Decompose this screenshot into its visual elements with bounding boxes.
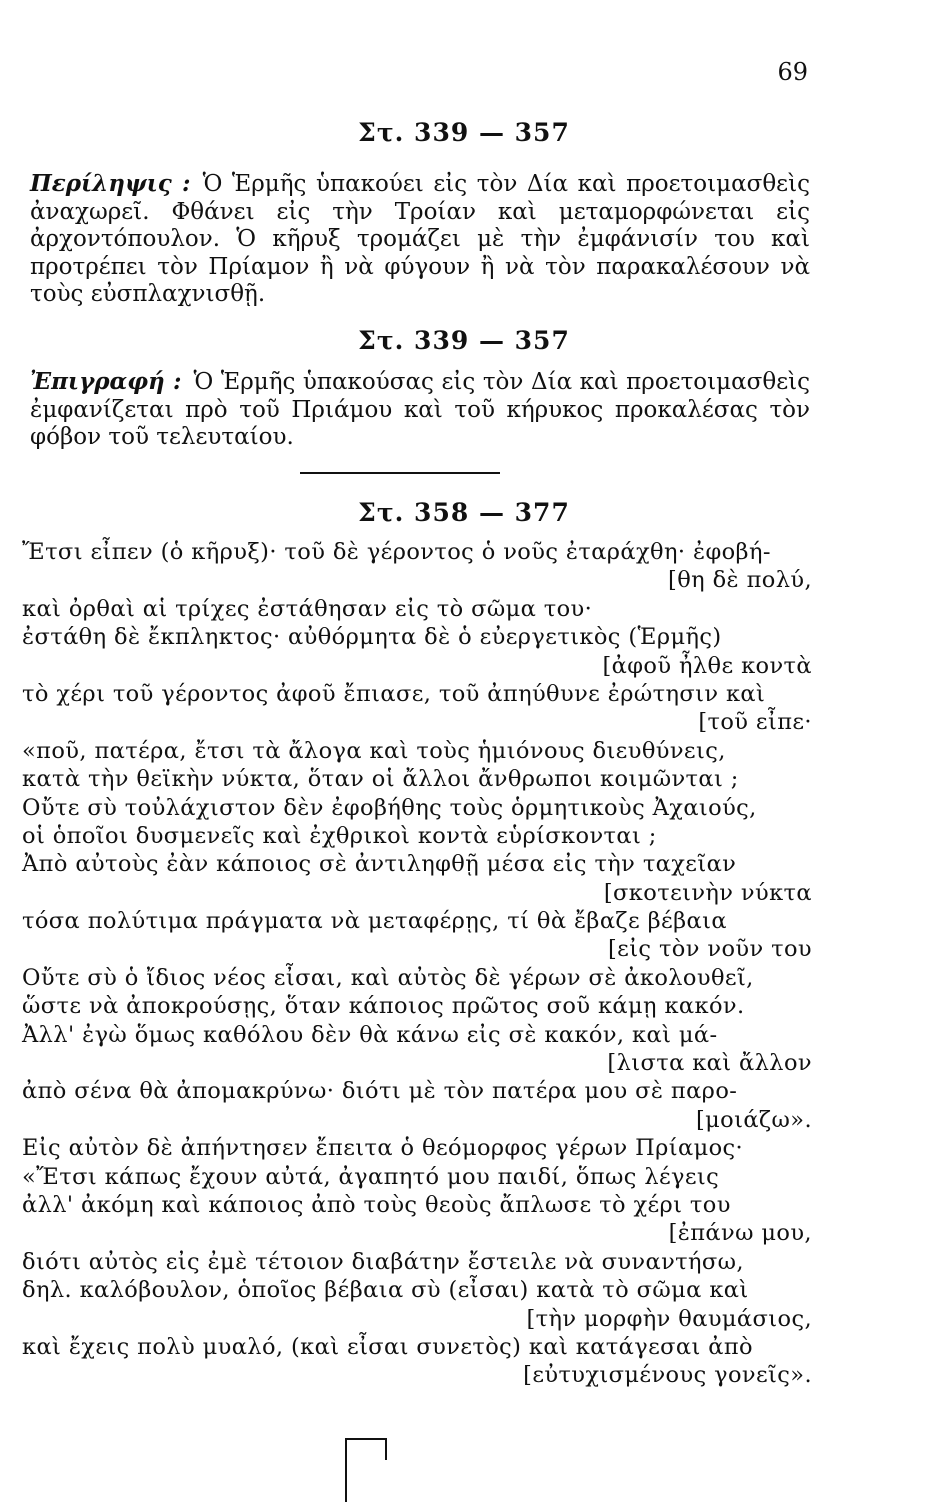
inscription-text: Ὁ Ἑρμῆς ὑπακούσας εἰς τὸν Δία καὶ προετοιμασθεὶς ἐμφανίζεται πρὸ τοῦ Πριάμου καὶ τοῦ κήρυκος προκαλέσας τὸν φόβον τοῦ τελευταίου. bbox=[30, 369, 811, 450]
verse-line-continuation: [τὴν μορφὴν θαυμάσιος, bbox=[526, 1305, 812, 1332]
summary-label: Περίληψις : bbox=[30, 170, 191, 197]
verse-line-continuation: [εὐτυχισμένους γονεῖς». bbox=[523, 1362, 812, 1389]
verse-line: δηλ. καλόβουλον, ὁποῖος βέβαια σὺ (εἶσαι) κατὰ τὸ σῶμα καὶ bbox=[22, 1277, 749, 1304]
verse-line-continuation: [σκοτεινὴν νύκτα bbox=[603, 879, 812, 906]
verse-line-continuation: [ἐπάνω μου, bbox=[668, 1220, 812, 1247]
verse-line-continuation: [μοιάζω». bbox=[695, 1106, 812, 1133]
verse-line: Οὔτε σὺ τοὐλάχιστον δὲν ἐφοβήθης τοὺς ὁρμητικοὺς Ἀχαιούς, bbox=[22, 794, 757, 821]
verse-line: «Ἔτσι κάπως ἔχουν αὐτά, ἀγαπητό μου παιδί, ὅπως λέγεις bbox=[22, 1163, 720, 1190]
verse-line: διότι αὐτὸς εἰς ἐμὲ τέτοιον διαβάτην ἔστειλε νὰ συναντήσω, bbox=[22, 1248, 744, 1275]
verse-line: ἀλλ' ἀκόμη καὶ κάποιος ἀπὸ τοὺς θεοὺς ἄπλωσε τὸ χέρι του bbox=[22, 1191, 731, 1218]
verse-line-continuation: [λιστα καὶ ἄλλον bbox=[607, 1050, 812, 1077]
inscription-label: Ἐπιγραφή : bbox=[30, 368, 182, 395]
section-heading-verses: Στ. 358 — 377 bbox=[358, 498, 570, 527]
verse-line: οἱ ὁποῖοι δυσμενεῖς καὶ ἐχθρικοὶ κοντὰ εὑρίσκονται ; bbox=[22, 822, 657, 849]
verse-line: Ἔτσι εἶπεν (ὁ κῆρυξ)· τοῦ δὲ γέροντος ὁ νοῦς ἐταράχθη· ἐφοβή- bbox=[22, 539, 771, 565]
verse-line: ὥστε νὰ ἀποκρούσῃς, ὅταν κάποιος πρῶτος σοῦ κάμῃ κακόν. bbox=[22, 993, 745, 1020]
section-heading-summary: Στ. 339 — 357 bbox=[358, 118, 570, 147]
verse-line: Ἀπὸ αὐτοὺς ἐὰν κάποιος σὲ ἀντιληφθῇ μέσα εἰς τὴν ταχεῖαν bbox=[22, 851, 737, 878]
verse-line: ἀπὸ σένα θὰ ἀπομακρύνω· διότι μὲ τὸν πατέρα μου σὲ παρο- bbox=[22, 1078, 738, 1105]
verse-line: καὶ ὀρθαὶ αἱ τρίχες ἐστάθησαν εἰς τὸ σῶμα του· bbox=[22, 595, 593, 622]
verse-line-continuation: [τοῦ εἶπε· bbox=[698, 709, 812, 736]
inscription-paragraph bbox=[30, 368, 810, 452]
verse-line: Ἀλλ' ἐγὼ ὅμως καθόλου δὲν θὰ κάνω εἰς σὲ κακόν, καὶ μά- bbox=[22, 1021, 718, 1048]
summary-text: Ὁ Ἑρμῆς ὑπακούει εἰς τὸν Δία καὶ προετοιμασθεὶς ἀναχωρεῖ. Φθάνει εἰς τὴν Τροίαν καὶ μεταμορφώνεται εἰς ἀρχοντόπουλον. Ὁ κῆρυξ τρομάζει μὲ τὴν ἐμφάνισίν του καὶ προτρέπει τὸν Πρίαμον ἢ νὰ φύγουν ἢ νὰ τὸν παρακαλέσουν νὰ τοὺς εὐσπλαχνισθῇ. bbox=[30, 171, 810, 307]
verse-line: Εἰς αὐτὸν δὲ ἀπήντησεν ἔπειτα ὁ θεόμορφος γέρων Πρίαμος· bbox=[22, 1135, 744, 1162]
section-heading-inscription: Στ. 339 — 357 bbox=[358, 326, 570, 355]
verse-line-continuation: [θη δὲ πολύ, bbox=[668, 567, 812, 594]
verse-line: ἐστάθη δὲ ἔκπληκτος· αὐθόρμητα δὲ ὁ εὐεργετικὸς (Ἑρμῆς) bbox=[22, 624, 722, 651]
summary-paragraph bbox=[30, 170, 810, 309]
verse-line: τὸ χέρι τοῦ γέροντος ἀφοῦ ἔπιασε, τοῦ ἀπηύθυνε ἐρώτησιν καὶ bbox=[22, 680, 766, 707]
page-number: 69 bbox=[777, 58, 808, 86]
section-divider bbox=[300, 472, 500, 474]
verse-line-continuation: [εἰς τὸν νοῦν του bbox=[607, 936, 812, 963]
verse-line: «ποῦ, πατέρα, ἔτσι τὰ ἄλογα καὶ τοὺς ἡμιόνους διευθύνεις, bbox=[22, 737, 726, 764]
verse-line: κατὰ τὴν θεϊκὴν νύκτα, ὅταν οἱ ἄλλοι ἄνθρωποι κοιμῶνται ; bbox=[22, 766, 739, 793]
verse-line: καὶ ἔχεις πολὺ μυαλό, (καὶ εἶσαι συνετὸς) καὶ κατάγεσαι ἀπὸ bbox=[22, 1333, 753, 1360]
verse-line: τόσα πολύτιμα πράγματα νὰ μεταφέρῃς, τί θὰ ἔβαζε βέβαια bbox=[22, 908, 727, 935]
verse-translation bbox=[22, 538, 812, 1390]
verse-line-continuation: [ἀφοῦ ἦλθε κοντὰ bbox=[602, 652, 812, 679]
page-crop-mark bbox=[345, 1438, 387, 1502]
verse-line: Οὔτε σὺ ὁ ἴδιος νέος εἶσαι, καὶ αὐτὸς δὲ γέρων σὲ ἀκολουθεῖ, bbox=[22, 964, 754, 991]
